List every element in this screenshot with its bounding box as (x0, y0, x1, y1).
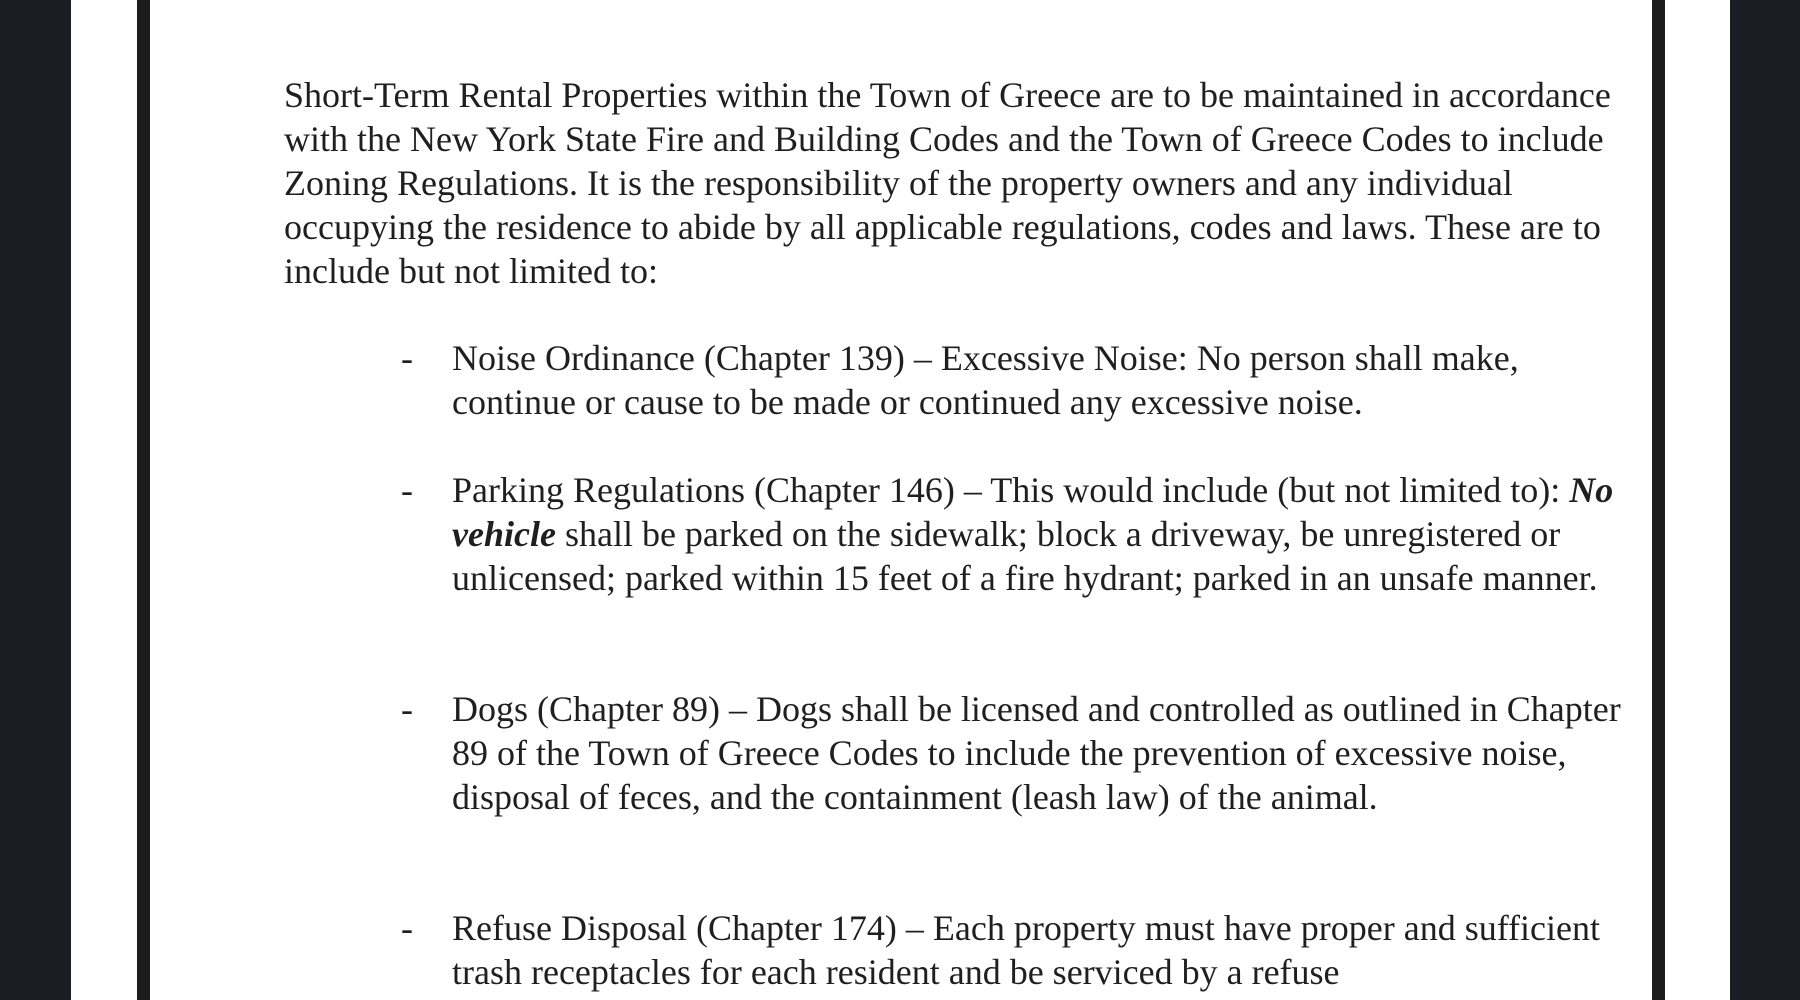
list-item-text (452, 468, 1629, 600)
list-item-dogs (329, 687, 1629, 819)
list-item-parking-regulations (329, 468, 1629, 600)
list-item-text: Dogs (Chapter 89) – Dogs shall be licensed and controlled as outlined in Chapter 89 of the Town of Greece Codes to include the prevention of excessive noise, disposal of feces, and the containment (leash law) of the animal. (452, 689, 1621, 817)
list-item-text: Refuse Disposal (Chapter 174) – Each property must have proper and sufficient trash receptacles for each resident and be serviced by a refuse (452, 908, 1601, 992)
list-item-text: Noise Ordinance (Chapter 139) – Excessive Noise: No person shall make, continue or cause to be made or continued any excessive noise. (452, 338, 1519, 422)
bullet-dash: - (401, 338, 413, 378)
list-item-refuse-disposal (329, 906, 1629, 994)
bullet-dash: - (401, 470, 413, 510)
document-content (71, 0, 1730, 1000)
list-item-text-after: shall be parked on the sidewalk; block a driveway, be unregistered or unlicensed; parked within 15 feet of a fire hydrant; parked in an unsafe manner. (452, 514, 1598, 598)
document-page (71, 0, 1730, 1000)
bullet-dash: - (401, 908, 413, 948)
list-item-text-before: Parking Regulations (Chapter 146) – This would include (but not limited to): (452, 470, 1570, 510)
emphasis-text: No vehicle (452, 470, 1614, 554)
intro-paragraph: Short-Term Rental Properties within the Town of Greece are to be maintained in accordance with the New York State Fire and Building Codes and the Town of Greece Codes to include Zoning Regulations. It is the responsibility of the property owners and any individual occupying the residence to abide by all applicable regulations, codes and laws. These are to include but not limited to: (284, 75, 1611, 291)
bullet-dash: - (401, 689, 413, 729)
list-item-noise-ordinance (329, 336, 1629, 424)
